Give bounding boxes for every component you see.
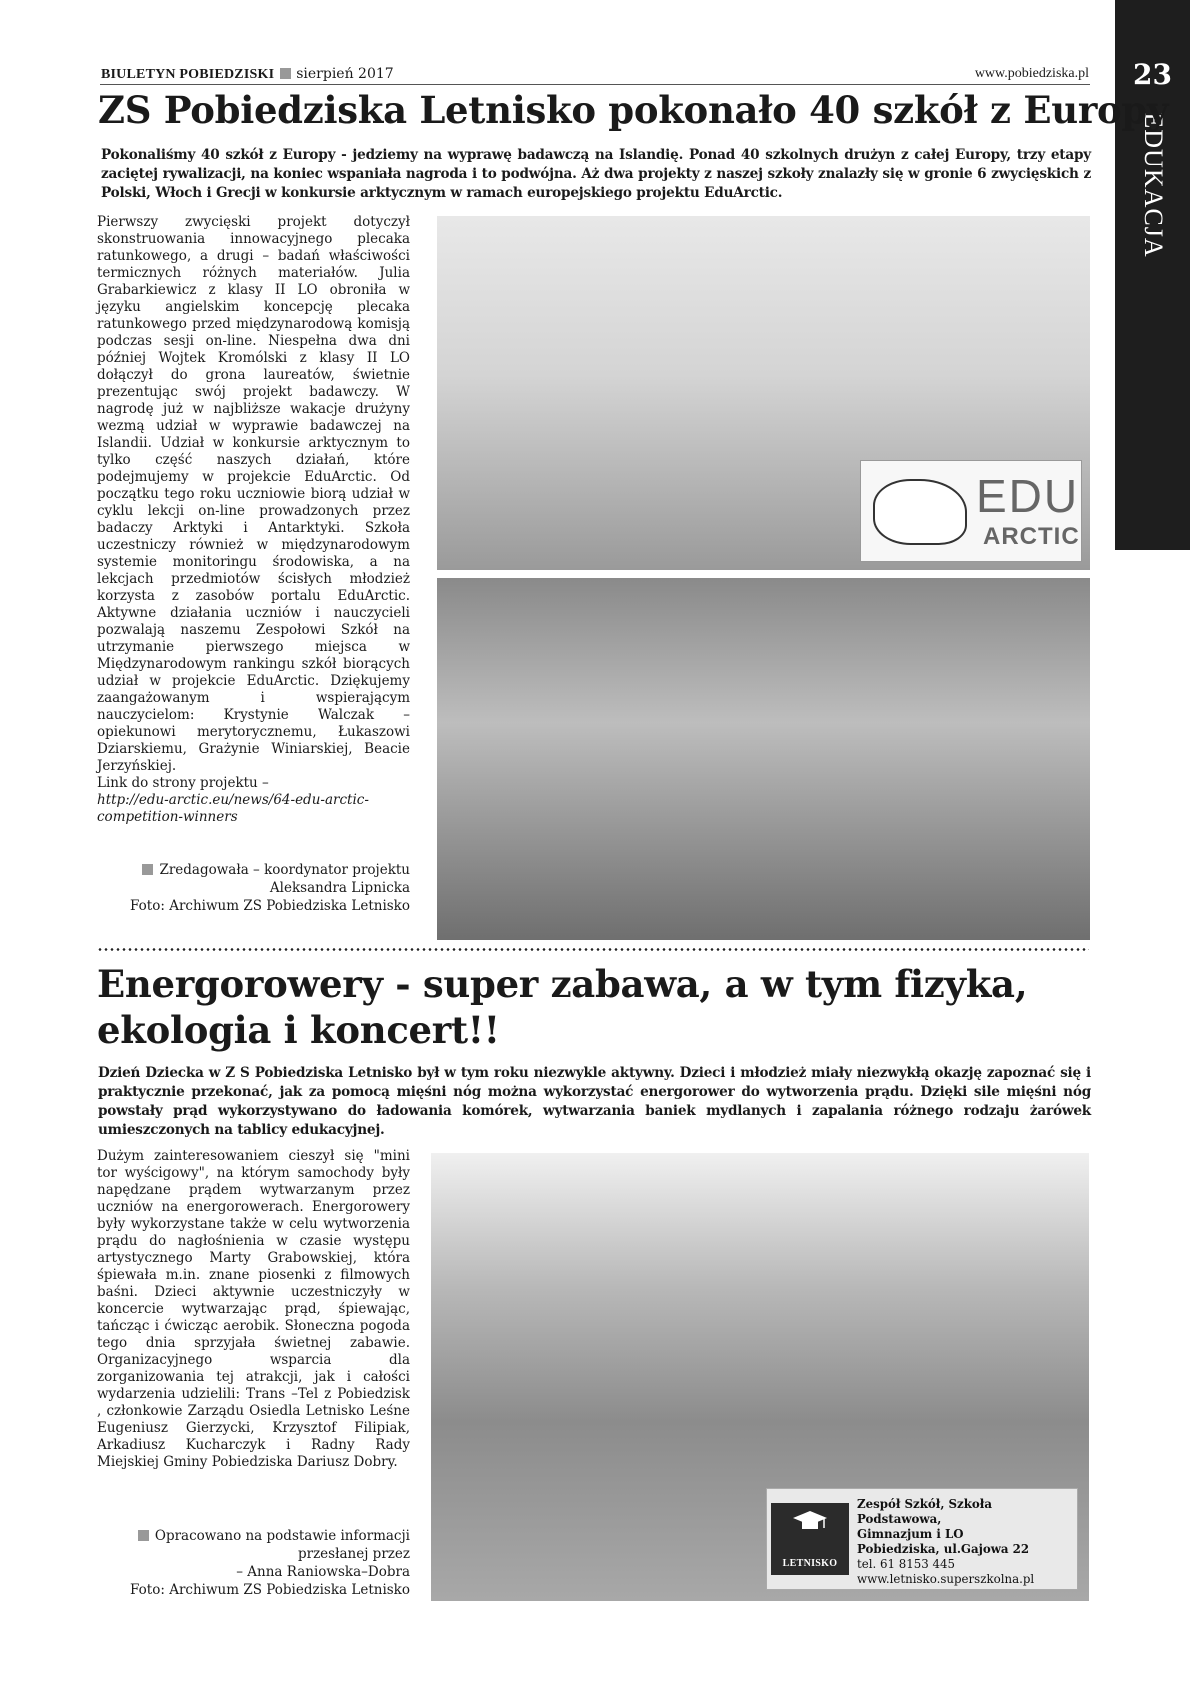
- article1-credits: [101, 861, 410, 915]
- running-header: [101, 66, 394, 83]
- article1-credit-line2: Aleksandra Lipnicka: [269, 880, 410, 896]
- article1-body: [97, 214, 410, 826]
- school-phone: tel. 61 8153 445: [857, 1557, 956, 1571]
- polar-bear-icon: [873, 479, 967, 545]
- article2-credit-line3: – Anna Raniowska–Dobra: [236, 1564, 410, 1580]
- school-name-line1: Zespół Szkół, Szkoła Podstawowa,: [857, 1497, 992, 1526]
- square-bullet-icon: [138, 1530, 149, 1541]
- article2-body: Dużym zainteresowaniem cieszył się "mini tor wyścigowy", na którym samochody były napędzane prądem wytwarzanym przez uczniów na energorowerach. Energorowery były wykorzystane także w celu wytworzenia prądu do nagłośnienia w czasie występu artystycznego Marty Grabowskiej, która śpiewała m.in. znane piosenki z filmowych baśni. Dzieci aktywnie uczestniczyły w koncercie wytwarzając prąd, śpiewając, tańcząc i ćwicząc aerobik. Słoneczna pogoda tego dnia sprzyjała świetnej zabawie. Organizacyjnego wsparcia dla zorganizowania tej atrakcji, jak i całości wydarzenia udzielili: Trans –Tel z Pobiedzisk , członkowie Zarządu Osiedla Letnisko Leśne Eugeniusz Gierzycki, Krzysztof Filipiak, Arkadiusz Kucharczyk i Radny Rady Miejskiej Gminy Pobiedziska Dariusz Dobry.: [97, 1148, 410, 1470]
- publication-name: BIULETYN POBIEDZISKI: [101, 67, 275, 82]
- eduarctic-logo: [860, 460, 1082, 562]
- article1-credit-line1: Zredagowała – koordynator projektu: [159, 862, 410, 878]
- issue-date: sierpień 2017: [296, 66, 394, 82]
- article2-credit-line1: Opracowano na podstawie informacji: [154, 1528, 410, 1544]
- school-contact: [857, 1497, 1077, 1587]
- eduarctic-logo-top: EDU: [976, 470, 1080, 522]
- section-tab: [1115, 0, 1190, 550]
- school-logo-label: LETNISKO: [782, 1558, 838, 1569]
- article2-credit-line2: przesłanej przez: [297, 1546, 410, 1562]
- square-bullet-icon: [280, 68, 291, 79]
- article2-lead: Dzień Dziecka w Z S Pobiedziska Letnisko był w tym roku niezwykle aktywny. Dzieci i młodzież miały niezwykłą okazję zapoznać się i praktycznie przekonać, jak za pomocą mięśni nóg można wykorzystać energorower do wytworzenia prądu. Dzięki sile mięśni nóg powstały prąd wykorzystywano do ładowania komórek, wytwarzania baniek mydlanych i zapalania różnego rodzaju żarówek umieszczonych na tablicy edukacyjnej.: [98, 1065, 1091, 1138]
- school-address: Pobiedziska, ul.Gajowa 22: [857, 1542, 1030, 1556]
- article1-title: ZS Pobiedziska Letnisko pokonało 40 szkół z Europy: [98, 88, 1169, 132]
- article1-lead: Pokonaliśmy 40 szkół z Europy - jedziemy na wyprawę badawczą na Islandię. Ponad 40 szkolnych drużyn z całej Europy, trzy etapy zaciętej rywalizacji, na koniec wspaniała nagroda i to podwójna. Aż dwa projekty z naszej szkoły znalazły się w gronie 6 zwycięskich z Polski, Włoch i Grecji w konkursie arktycznym w ramach europejskiego projektu EduArctic.: [101, 147, 1091, 201]
- article2-title: Energorowery - super zabawa, a w tym fizyka, ekologia i koncert!!: [97, 962, 1028, 1052]
- article1-credit-line3: Foto: Archiwum ZS Pobiedziska Letnisko: [130, 898, 410, 914]
- article1-body-text: Pierwszy zwycięski projekt dotyczył skonstruowania innowacyjnego plecaka ratunkowego, a drugi – badań właściwości termicznych różnych materiałów. Julia Grabarkiewicz z klasy II LO obroniła w języku angielskim koncepcję plecaka ratunkowego przed międzynarodową komisją podczas sesji on-line. Niespełna dwa dni później Wojtek Kromólski z klasy II LO dołączył do grona laureatów, świetnie prezentując swój projekt badawczy. W nagrodę już w najbliższe wakacje drużyny wezmą udział w wyprawie badawczej na Islandii. Udział w konkursie arktycznym to tylko część naszych działań, które podejmujemy w projekcie EduArctic. Od początku tego roku uczniowie biorą udział w cyklu lekcji on-line prowadzonych przez badaczy Arktyki i Antarktyki. Szkoła uczestniczy również w międzynarodowym systemie monitoringu środowiska, a na lekcjach przedmiotów ścisłych młodzież korzysta z zasobów portalu EduArctic. Aktywne działania uczniów i nauczycieli pozwalają naszemu Zespołowi Szkół na utrzymanie pierwszego miejsca w Międzynarodowym rankingu szkół biorących udział w projekcie EduArctic. Dziękujemy zaangażowanym i wspierającym nauczycielom: Krystynie Walczak – opiekunowi merytorycznemu, Łukaszowi Dziarskiemu, Grażynie Winiarskiej, Beacie Jerzyńskiej.: [97, 214, 410, 774]
- school-name-line2: Gimnazjum i LO: [857, 1527, 964, 1541]
- square-bullet-icon: [142, 864, 153, 875]
- page-number: 23: [1133, 58, 1172, 91]
- school-info-box: [766, 1488, 1078, 1590]
- website-link[interactable]: www.pobiedziska.pl: [974, 66, 1089, 81]
- article1-link-url[interactable]: http://edu-arctic.eu/news/64-edu-arctic-competition-winners: [97, 792, 369, 825]
- section-name: EDUKACJA: [1139, 112, 1168, 258]
- photo-energy-bikes: [431, 1153, 1089, 1601]
- article2-credits: [101, 1527, 410, 1599]
- header-rule: [100, 84, 1090, 85]
- section-label: [1128, 110, 1178, 260]
- school-logo: [771, 1503, 849, 1575]
- article1-link-label: Link do strony projektu –: [97, 775, 269, 791]
- eduarctic-logo-bottom: ARCTIC: [983, 523, 1080, 550]
- article2-credit-line4: Foto: Archiwum ZS Pobiedziska Letnisko: [130, 1582, 410, 1598]
- photo-student-laptops: [437, 578, 1090, 940]
- school-website[interactable]: www.letnisko.superszkolna.pl: [857, 1572, 1035, 1586]
- dotted-separator: [97, 948, 1089, 951]
- photo-classroom-group: [437, 216, 1090, 570]
- graduation-cap-icon: [793, 1511, 827, 1531]
